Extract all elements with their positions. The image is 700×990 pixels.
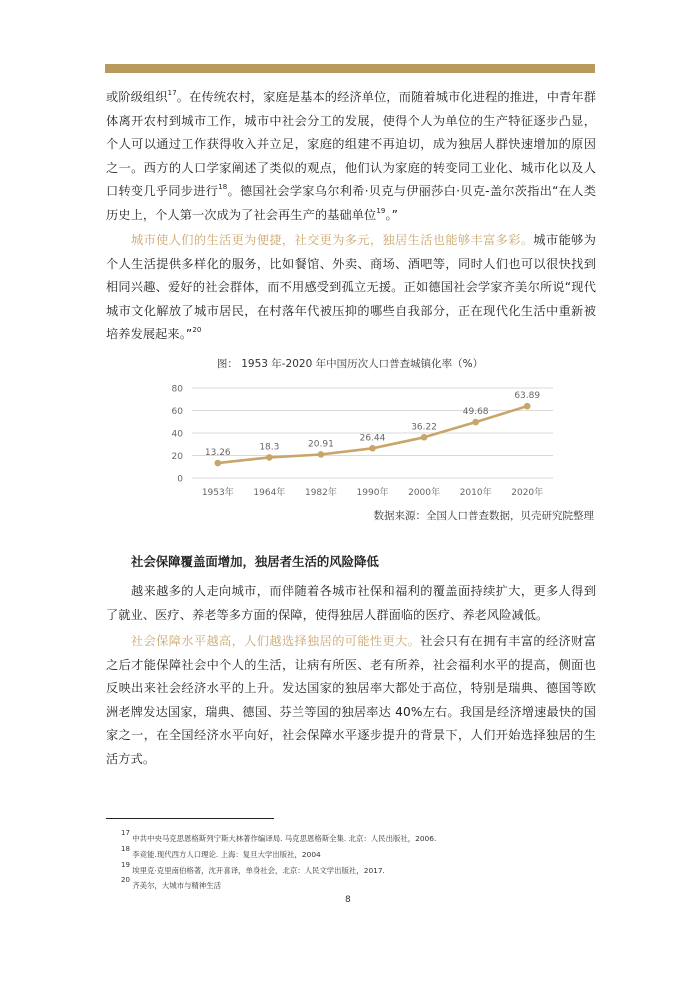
data-label: 20.91 (308, 439, 334, 450)
data-label: 49.68 (462, 407, 489, 418)
paragraph-welfare-level: 社会保障水平越高，人们越选择独居的可能性更大。社会只有在拥有丰富的经济财富之后才能保障社会中个人的生活，让病有所医、老有所养，社会福利水平的提高，侧面也反映出来社会经济水平的上升。发达国家的独居率大都处于高位，特别是瑞典、德国等欧洲老牌发达国家，瑞典、德国、芬兰等国的独居率达 40%左右。我国是经济增速最快的国家之一，在全国经济水平向好，社会保障水平逐步提升的背景下，人们开始选择独居的生活方式。 (106, 634, 596, 766)
highlight-sentence: 城市使人们的生活更为便捷，社交更为多元，独居生活也能够丰富多彩。 (131, 233, 534, 247)
data-label: 36.22 (411, 422, 437, 433)
y-tick-label: 60 (171, 407, 183, 417)
footnote-ref-20: 20 (192, 326, 202, 335)
footnote-divider (106, 818, 274, 819)
footnote-19: $^{19}$ 埃里克·克里南伯格著，沈开喜译，单身社会，北京：人民文学出版社，2017. (121, 860, 385, 875)
page-number: 8 (345, 895, 351, 905)
data-point (214, 460, 221, 467)
footnote-ref-19: 19 (376, 206, 386, 215)
section-heading: 社会保障覆盖面增加，独居者生活的风险降低 (131, 554, 379, 569)
data-point (472, 419, 479, 426)
data-label: 13.26 (204, 448, 231, 459)
data-point (524, 403, 531, 410)
data-source-note: 数据来源：全国人口普查数据，贝壳研究院整理 (373, 510, 594, 522)
chart-title: 图： 1953 年-2020 年中国历次人口普查城镇化率（%） (216, 358, 484, 370)
data-point (369, 445, 376, 452)
data-point (266, 454, 273, 461)
paragraph-urbanization-family: 或阶级组织$^{17}$。在传统农村，家庭是基本的经济单位，而随着城市化进程的推进，中青年群体离开农村到城市工作，城市中社会分工的发展，使得个人为单位的生产特征逐步凸显，个人可以通过工作获得收入并立足，家庭的组建不再迫切，成为独居人群快速增加的原因之一。西方的人口学家阐述了类似的观点，他们认为家庭的转变同工业化、城市化以及人口转变几乎同步进行$^{18}$。德国社会学家乌尔利希·贝克与伊丽莎白·贝克-盖尔茨指出“在人类历史上，个人第一次成为了社会再生产的基础单位$^{19}$。” (106, 89, 596, 222)
x-tick-label: 2010年 (459, 488, 492, 498)
x-tick-label: 1964年 (253, 488, 286, 498)
y-tick-label: 80 (171, 384, 183, 395)
x-tick-label: 2020年 (511, 488, 544, 498)
x-tick-label: 1982年 (304, 488, 337, 498)
footnote-18: $^{18}$ 李竞能.现代西方人口理论. 上海：复旦大学出版社，2004 (121, 844, 321, 859)
footnotes (121, 831, 436, 894)
x-tick-label: 1953年 (201, 488, 234, 498)
x-tick-label: 2000年 (408, 488, 441, 498)
highlight-sentence: 社会保障水平越高，人们越选择独居的可能性更大。 (131, 634, 421, 648)
y-tick-label: 20 (171, 452, 183, 462)
footnote-17: $^{17}$ 中共中央马克思恩格斯列宁斯大林著作编译局. 马克思恩格斯全集. 北京：人民出版社，2006. (121, 829, 437, 843)
footnote-20: $^{20}$ 齐美尔，大城市与精神生活 (121, 876, 221, 891)
footnote-ref-18: 18 (218, 183, 228, 192)
data-label: 63.89 (514, 391, 541, 402)
paragraph-city-convenience: 城市使人们的生活更为便捷，社交更为多元，独居生活也能够丰富多彩。城市能够为个人生活提供多样化的服务，比如餐馆、外卖、商场、酒吧等，同时人们也可以很快找到相同兴趣、爱好的社会群体，而不用感受到孤立无援。正如德国社会学家齐美尔所说“现代城市文化解放了城市居民，在村落年代被压抑的哪些自我部分，正在现代化生活中重新被培养发展起来。”$^{20}$ (106, 233, 597, 342)
y-tick-label: 40 (171, 429, 183, 440)
data-point (421, 434, 428, 441)
y-tick-label: 0 (177, 474, 183, 485)
data-point (318, 451, 325, 458)
data-label: 26.44 (359, 433, 386, 444)
paragraph-social-security: 越来越多的人走向城市，而伴随着各城市社保和福利的覆盖面持续扩大，更多人得到了就业、医疗、养老等多方面的保障，使得独居人群面临的医疗、养老风险减低。 (106, 584, 596, 622)
footnote-ref-17: 17 (167, 89, 177, 97)
x-tick-label: 1990年 (356, 488, 389, 498)
data-label: 18.3 (259, 442, 280, 453)
